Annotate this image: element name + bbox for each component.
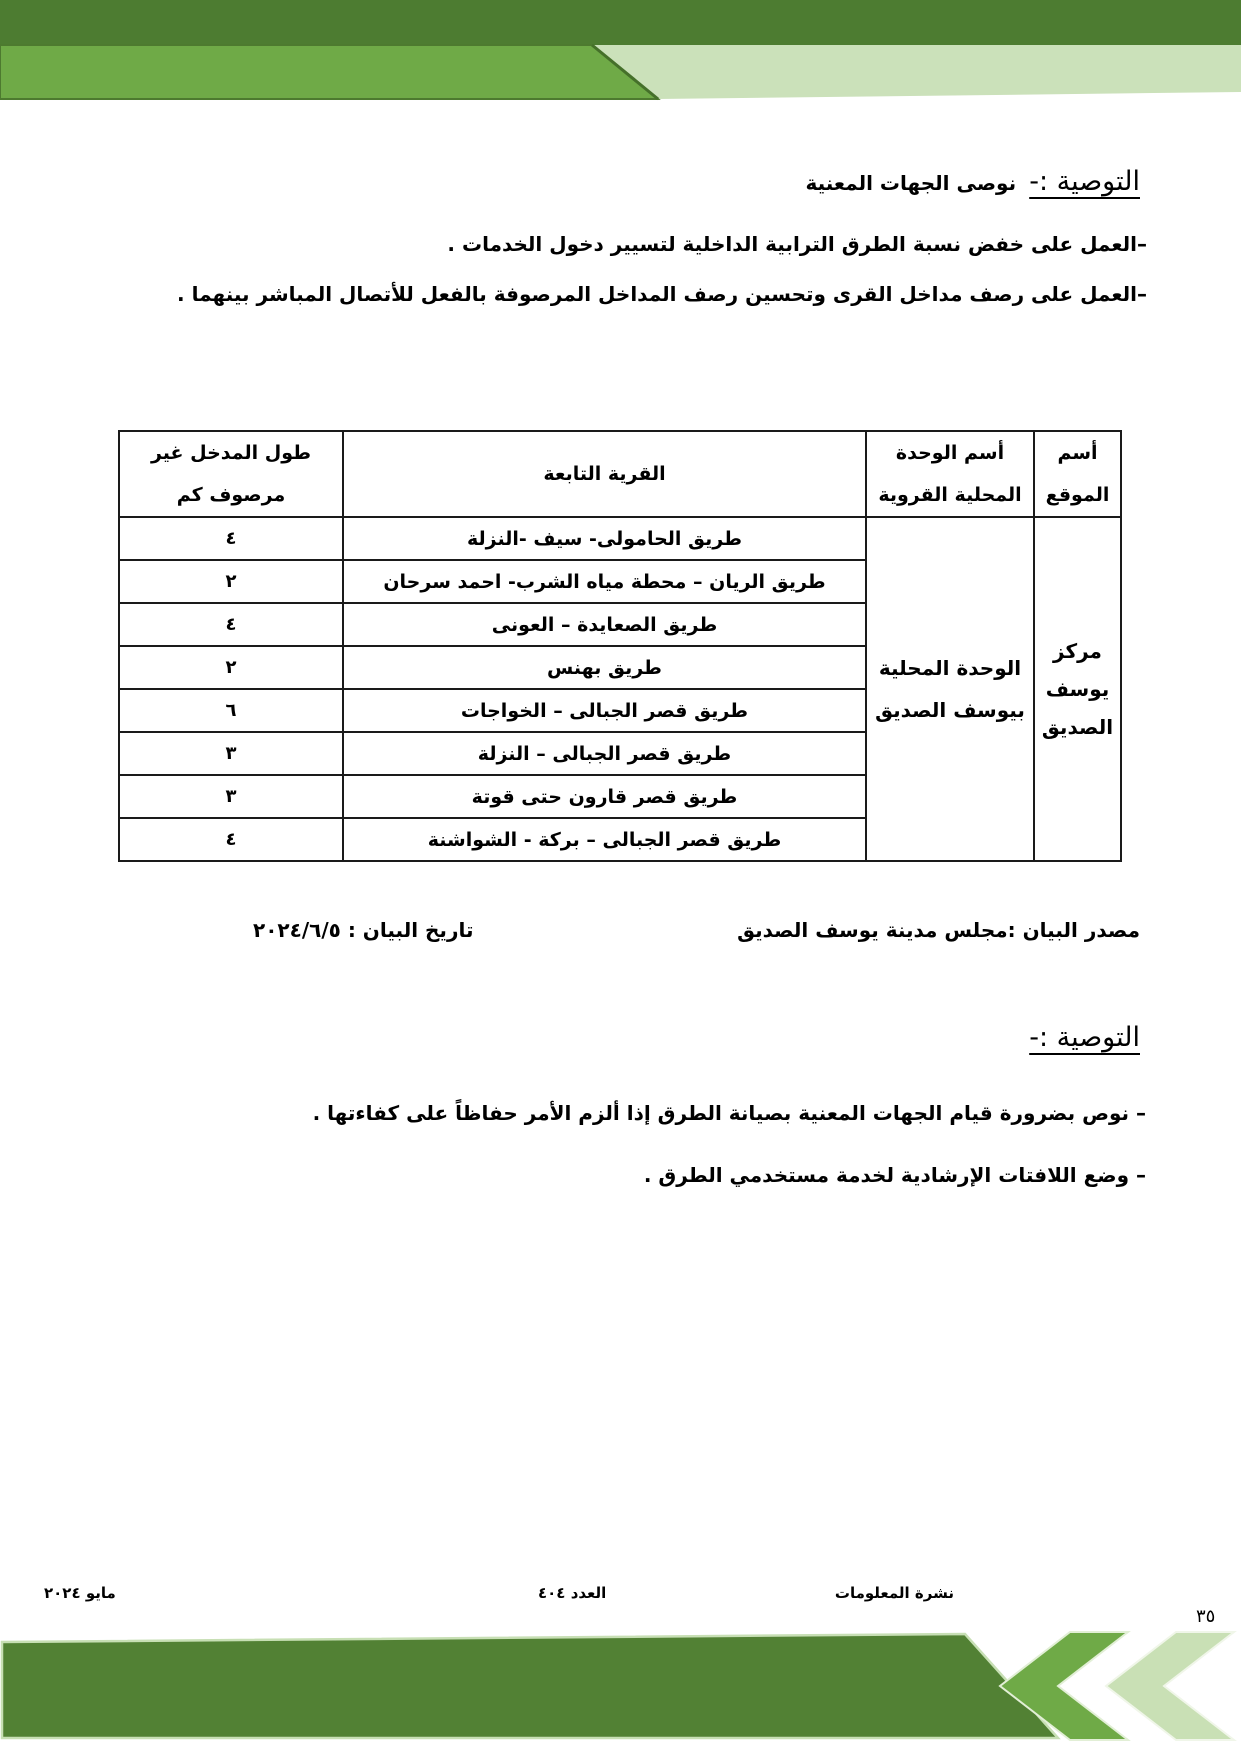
site-name-cell: مركز يوسف الصديق: [1034, 517, 1121, 861]
length-cell: ٢: [119, 560, 343, 603]
village-cell: طريق قصر الجبالى – الخواجات: [343, 689, 866, 732]
length-cell: ٦: [119, 689, 343, 732]
header-village: القرية التابعة: [343, 431, 866, 517]
top-banner-medium-band: [0, 45, 658, 99]
recommendation-bottom-heading: [1029, 1022, 1140, 1053]
length-cell: ٤: [119, 603, 343, 646]
recommendation-bottom-bullets: [313, 1082, 1146, 1206]
header-unit-line2: المحلية القروية: [878, 484, 1022, 506]
header-length-line2: مرصوف كم: [176, 484, 286, 506]
length-cell: ٣: [119, 775, 343, 818]
unit-name-cell: [866, 517, 1034, 861]
village-cell: طريق قصر قارون حتى قوتة: [343, 775, 866, 818]
bullet-line: –العمل على رصف مداخل القرى وتحسين رصف المداخل المرصوفة بالفعل للأتصال المباشر بينهما .: [177, 282, 1147, 306]
village-cell: طريق قصر الجبالى – بركة - الشواشنة: [343, 818, 866, 861]
header-site-name: [1034, 431, 1121, 517]
village-cell: طريق الحامولى- سيف -النزلة: [343, 517, 866, 560]
village-cell: طريق الصعايدة – العونى: [343, 603, 866, 646]
header-length-line1: طول المدخل غير: [150, 442, 312, 464]
footer-bulletin-name: نشرة المعلومات: [834, 1584, 954, 1602]
recommendation-bottom-title: التوصية :-: [1029, 1022, 1140, 1053]
top-banner-dark-band: [0, 0, 1241, 45]
top-banner-light-band: [592, 45, 1241, 99]
header-site-line2: الموقع: [1045, 484, 1110, 506]
village-cell: طريق الريان – محطة مياه الشرب- احمد سرحان: [343, 560, 866, 603]
bullet-line: – وضع اللافتات الإرشادية لخدمة مستخدمي الطرق .: [643, 1163, 1146, 1187]
village-cell: طريق قصر الجبالى – النزلة: [343, 732, 866, 775]
footer-issue-number: العدد ٤٠٤: [538, 1584, 607, 1602]
recommendation-top-heading: [805, 166, 1140, 197]
table-header-row: [119, 431, 1121, 517]
statement-date: تاريخ البيان : ٢٠٢٤/٦/٥: [253, 918, 474, 942]
length-cell: ٤: [119, 818, 343, 861]
statement-source: مصدر البيان :مجلس مدينة يوسف الصديق: [737, 918, 1140, 942]
bullet-line: – نوص بضرورة قيام الجهات المعنية بصيانة الطرق إذا ألزم الأمر حفاظاً على كفاءتها .: [312, 1101, 1146, 1125]
table-row: [119, 517, 1121, 560]
header-unit-line1: أسم الوحدة: [895, 442, 1005, 464]
bottom-banner-decoration: [0, 1630, 1241, 1755]
village-cell: طريق بهنس: [343, 646, 866, 689]
page-number: ٣٥: [1196, 1606, 1216, 1627]
top-banner-decoration: [0, 0, 1241, 104]
header-length: [119, 431, 343, 517]
footer-month: مايو ٢٠٢٤: [44, 1584, 116, 1602]
bullet-line: –العمل على خفض نسبة الطرق الترابية الداخلية لتسيير دخول الخدمات .: [447, 232, 1147, 256]
length-cell: ٢: [119, 646, 343, 689]
chevron-left-icon: [1106, 1632, 1234, 1740]
length-cell: ٣: [119, 732, 343, 775]
recommendation-top-title: التوصية :-: [1029, 166, 1140, 197]
unit-name-line1: الوحدة المحلية: [878, 656, 1022, 680]
bottom-banner-trapezoid: [2, 1634, 1058, 1738]
unpaved-roads-table: [118, 430, 1122, 862]
recommendation-top-subtitle: نوصى الجهات المعنية: [805, 171, 1017, 195]
unit-name-line2: بيوسف الصديق: [875, 698, 1025, 722]
length-cell: ٤: [119, 517, 343, 560]
header-unit-name: [866, 431, 1034, 517]
header-site-line1: أسم: [1057, 442, 1098, 464]
recommendation-top-bullets: [177, 219, 1147, 319]
